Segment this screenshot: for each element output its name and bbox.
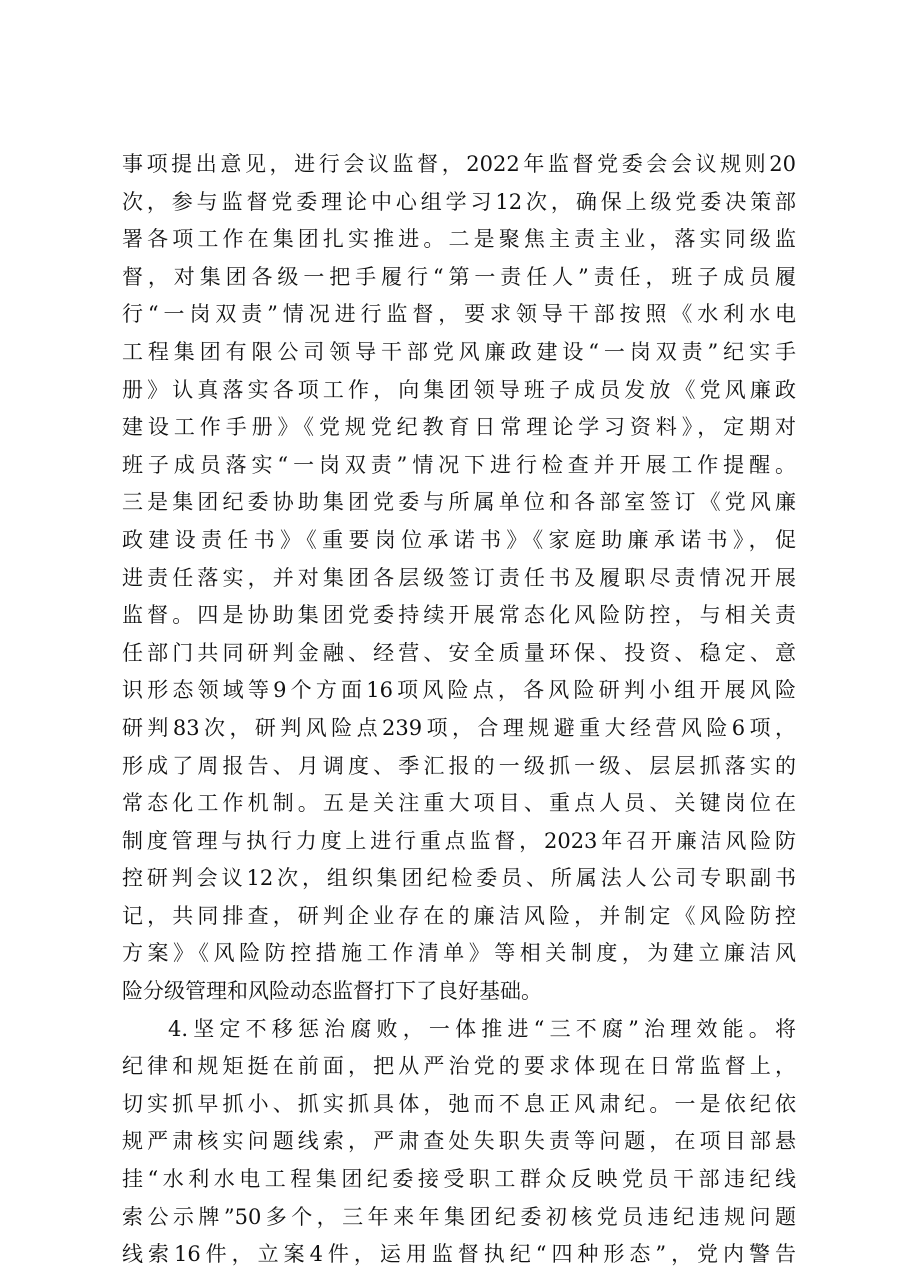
text-line: 控研判会议12次，组织集团纪检委员、所属法人公司专职副书 (122, 866, 796, 891)
text-line: 研判83次，研判风险点239项，合理规避重大经营风险6项， (122, 715, 796, 740)
text-line: 险分级管理和风险动态监督打下了良好基础。 (122, 979, 542, 1004)
text-line: 工程集团有限公司领导干部党风廉政建设“一岗双责”纪实手 (122, 339, 796, 364)
text-line: 制度管理与执行力度上进行重点监督，2023年召开廉洁风险防 (122, 828, 796, 853)
text-line: 监督。四是协助集团党委持续开展常态化风险防控，与相关责 (122, 603, 796, 628)
text-line: 政建设责任书》《重要岗位承诺书》《家庭助廉承诺书》，促 (122, 527, 796, 552)
text-line: 切实抓早抓小、抓实抓具体，弛而不息正风肃纪。一是依纪依 (122, 1091, 796, 1116)
text-line: 建设工作手册》《党规党纪教育日常理论学习资料》，定期对 (122, 415, 796, 440)
paragraph-heading-line: 4.坚定不移惩治腐败，一体推进“三不腐”治理效能。将 (168, 1016, 796, 1041)
text-line: 行“一岗双责”情况进行监督，要求领导干部按照《水利水电 (122, 302, 796, 327)
text-line: 册》认真落实各项工作，向集团领导班子成员发放《党风廉政 (122, 377, 796, 402)
text-line: 常态化工作机制。五是关注重大项目、重点人员、关键岗位在 (122, 791, 796, 816)
text-line: 督，对集团各级一把手履行“第一责任人”责任，班子成员履 (122, 264, 796, 289)
text-line: 线索16件，立案4件，运用监督执纪“四种形态”，党内警告 (122, 1242, 796, 1267)
text-line: 事项提出意见，进行会议监督，2022年监督党委会会议规则20 (122, 152, 796, 176)
text-line: 方案》《风险防控措施工作清单》等相关制度，为建立廉洁风 (122, 941, 796, 966)
paragraph-1 (122, 146, 796, 1011)
text-line: 三是集团纪委协助集团党委与所属单位和各部室签订《党风廉 (122, 490, 796, 515)
text-line: 署各项工作在集团扎实推进。二是聚焦主责主业，落实同级监 (122, 227, 796, 252)
text-line: 识形态领域等9个方面16项风险点，各风险研判小组开展风险 (122, 678, 796, 703)
text-line: 任部门共同研判金融、经营、安全质量环保、投资、稳定、意 (122, 640, 796, 665)
text-line: 次，参与监督党委理论中心组学习12次，确保上级党委决策部 (122, 189, 796, 214)
text-line: 规严肃核实问题线索，严肃查处失职失责等问题，在项目部悬 (122, 1129, 796, 1154)
text-line: 班子成员落实“一岗双责”情况下进行检查并开展工作提醒。 (122, 452, 796, 477)
text-line: 索公示牌”50多个，三年来年集团纪委初核党员违纪违规问题 (122, 1204, 796, 1229)
text-line: 形成了周报告、月调度、季汇报的一级抓一级、层层抓落实的 (122, 753, 796, 778)
paragraph-2 (122, 1011, 796, 1274)
text-line: 纪律和规矩挺在前面，把从严治党的要求体现在日常监督上， (122, 1054, 796, 1079)
body-text (122, 146, 796, 1274)
text-line: 挂“水利水电工程集团纪委接受职工群众反映党员干部违纪线 (122, 1167, 796, 1192)
text-line: 进责任落实，并对集团各层级签订责任书及履职尽责情况开展 (122, 565, 796, 590)
text-line: 记，共同排查，研判企业存在的廉洁风险，并制定《风险防控 (122, 903, 796, 928)
